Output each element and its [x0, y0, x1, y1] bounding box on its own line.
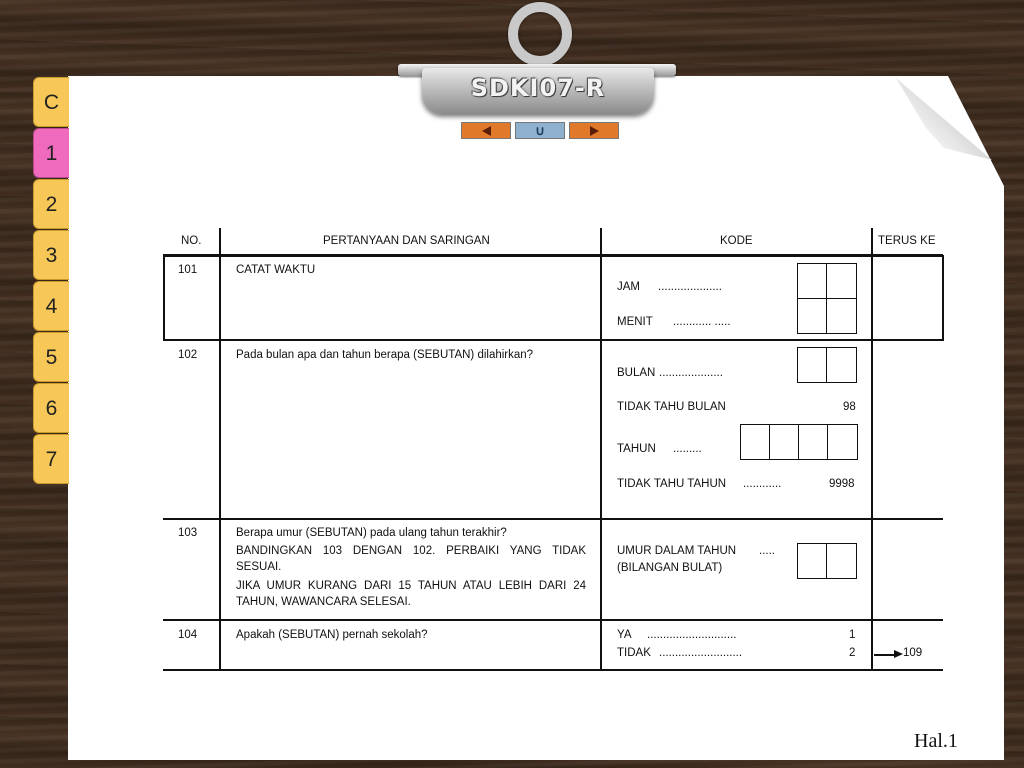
- row-102-tidak-tahu-tahun-dots: ............: [743, 478, 782, 490]
- tab-c[interactable]: C: [33, 77, 69, 127]
- row-101-menit-boxes[interactable]: [797, 298, 857, 334]
- row-103-umur-label: UMUR DALAM TAHUN: [617, 545, 737, 557]
- row-102-tidak-tahu-bulan-label: TIDAK TAHU BULAN: [617, 401, 726, 413]
- row-102-tahun-label: TAHUN: [617, 443, 656, 455]
- skip-arrow-line: [874, 654, 896, 656]
- row-104-question: Apakah (SEBUTAN) pernah sekolah?: [236, 629, 428, 641]
- row-103-instruction-2: JIKA UMUR KURANG DARI 15 TAHUN ATAU LEBIH DARI 24 TAHUN, WAWANCARA SELESAI.: [236, 580, 586, 608]
- return-button[interactable]: [515, 122, 565, 139]
- row-101-jam-label: JAM: [617, 281, 640, 293]
- row-104-ya-label: YA: [617, 629, 632, 641]
- tab-5[interactable]: 5: [33, 332, 69, 382]
- row-103-umur-boxes[interactable]: [797, 543, 857, 579]
- row-101-no: 101: [178, 264, 198, 276]
- page-number: Hal.1: [914, 730, 958, 752]
- row-102-question: Pada bulan apa dan tahun berapa (SEBUTAN) dilahirkan?: [236, 349, 534, 361]
- row-104-tidak-dots: ..........................: [659, 647, 743, 659]
- row-101-menit-dots: ............ .....: [673, 316, 731, 328]
- row-104-tidak-value: 2: [849, 647, 856, 659]
- header-skip: TERUS KE: [878, 235, 936, 247]
- row-104-no: 104: [178, 629, 198, 641]
- row-104-ya-value: 1: [849, 629, 856, 641]
- row-101-jam-boxes[interactable]: [797, 263, 857, 299]
- row-104-bottom-rule: [163, 669, 943, 671]
- row-102-tidak-tahu-tahun-value: 9998: [829, 478, 855, 490]
- tab-4[interactable]: 4: [33, 281, 69, 331]
- row-102-bulan-label: BULAN: [617, 367, 656, 379]
- header-question: PERTANYAAN DAN SARINGAN: [323, 235, 490, 247]
- prev-button[interactable]: [461, 122, 511, 139]
- row-101-menit-label: MENIT: [617, 316, 653, 328]
- row-102-tahun-boxes[interactable]: [740, 424, 858, 460]
- header-code: KODE: [720, 235, 753, 247]
- row-102-bulan-boxes[interactable]: [797, 347, 857, 383]
- tab-1[interactable]: 1: [33, 128, 69, 178]
- row-101-question: CATAT WAKTU: [236, 264, 316, 276]
- clip-body: [422, 68, 654, 114]
- row-103-bottom-rule: [163, 619, 943, 621]
- row-103-umur-dots: .....: [759, 545, 775, 557]
- skip-arrow-icon: [894, 650, 903, 658]
- row-103-no: 103: [178, 527, 198, 539]
- row-104-skip-target: 109: [903, 647, 923, 659]
- row-102-tahun-dots: .........: [673, 443, 702, 455]
- clip-title: SDKI07-R: [470, 74, 606, 102]
- row-102-bulan-dots: ....................: [659, 367, 723, 379]
- questionnaire-table: [163, 228, 943, 673]
- row-103-instruction-1: BANDINGKAN 103 DENGAN 102. PERBAIKI YANG TIDAK SESUAI.: [236, 545, 586, 573]
- row-102-tidak-tahu-bulan-value: 98: [843, 401, 856, 413]
- return-icon: ∪: [535, 123, 545, 138]
- header-no: NO.: [181, 235, 202, 247]
- row-101-jam-dots: ....................: [658, 281, 722, 293]
- clip-ring: [508, 2, 572, 66]
- tab-3[interactable]: 3: [33, 230, 69, 280]
- tab-7[interactable]: 7: [33, 434, 69, 484]
- section-tabs: [33, 77, 69, 485]
- next-arrow-icon: [590, 126, 599, 136]
- row-103-question: Berapa umur (SEBUTAN) pada ulang tahun terakhir?: [236, 527, 507, 539]
- row-104-tidak-label: TIDAK: [617, 647, 651, 659]
- nav-buttons: [461, 122, 619, 139]
- row-102-no: 102: [178, 349, 198, 361]
- row-103-bilangan-label: (BILANGAN BULAT): [617, 562, 723, 574]
- row-102-tidak-tahu-tahun-label: TIDAK TAHU TAHUN: [617, 478, 727, 490]
- next-button[interactable]: [569, 122, 619, 139]
- tab-2[interactable]: 2: [33, 179, 69, 229]
- prev-arrow-icon: [482, 126, 491, 136]
- row-102-bottom-rule: [163, 518, 943, 520]
- row-104-ya-dots: ............................: [647, 629, 737, 641]
- tab-6[interactable]: 6: [33, 383, 69, 433]
